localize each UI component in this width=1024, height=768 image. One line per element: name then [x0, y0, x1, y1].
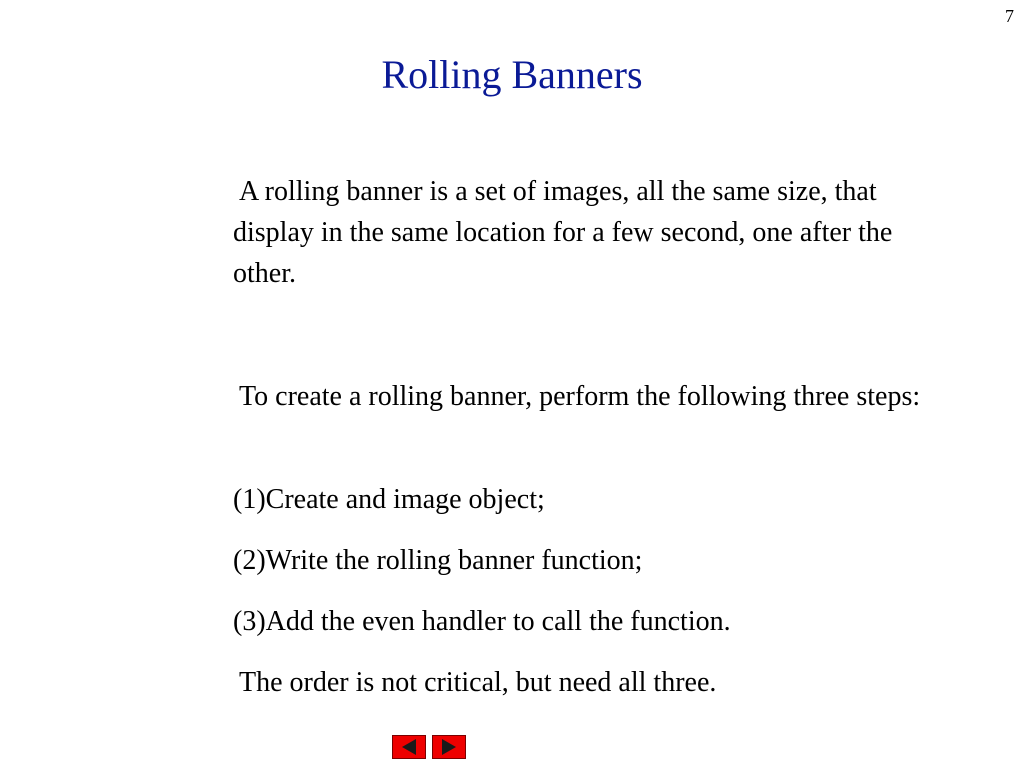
slide-title: Rolling Banners — [381, 52, 643, 97]
left-arrow-icon — [402, 739, 416, 755]
closing-paragraph: The order is not critical, but need all three. — [239, 667, 717, 698]
steps-intro-paragraph: To create a rolling banner, perform the following three steps: — [239, 381, 921, 412]
page-number: 7 — [1005, 6, 1014, 26]
intro-paragraph: A rolling banner is a set of images, all the same size, that display in the same location for a few second, one after the other. — [233, 176, 893, 289]
step-item: (3)Add the even handler to call the function. — [233, 606, 731, 637]
next-slide-button[interactable] — [432, 735, 466, 759]
step-item: (1)Create and image object; — [233, 484, 545, 515]
right-arrow-icon — [442, 739, 456, 755]
previous-slide-button[interactable] — [392, 735, 426, 759]
step-item: (2)Write the rolling banner function; — [233, 545, 643, 576]
slide-navigation — [392, 735, 466, 759]
